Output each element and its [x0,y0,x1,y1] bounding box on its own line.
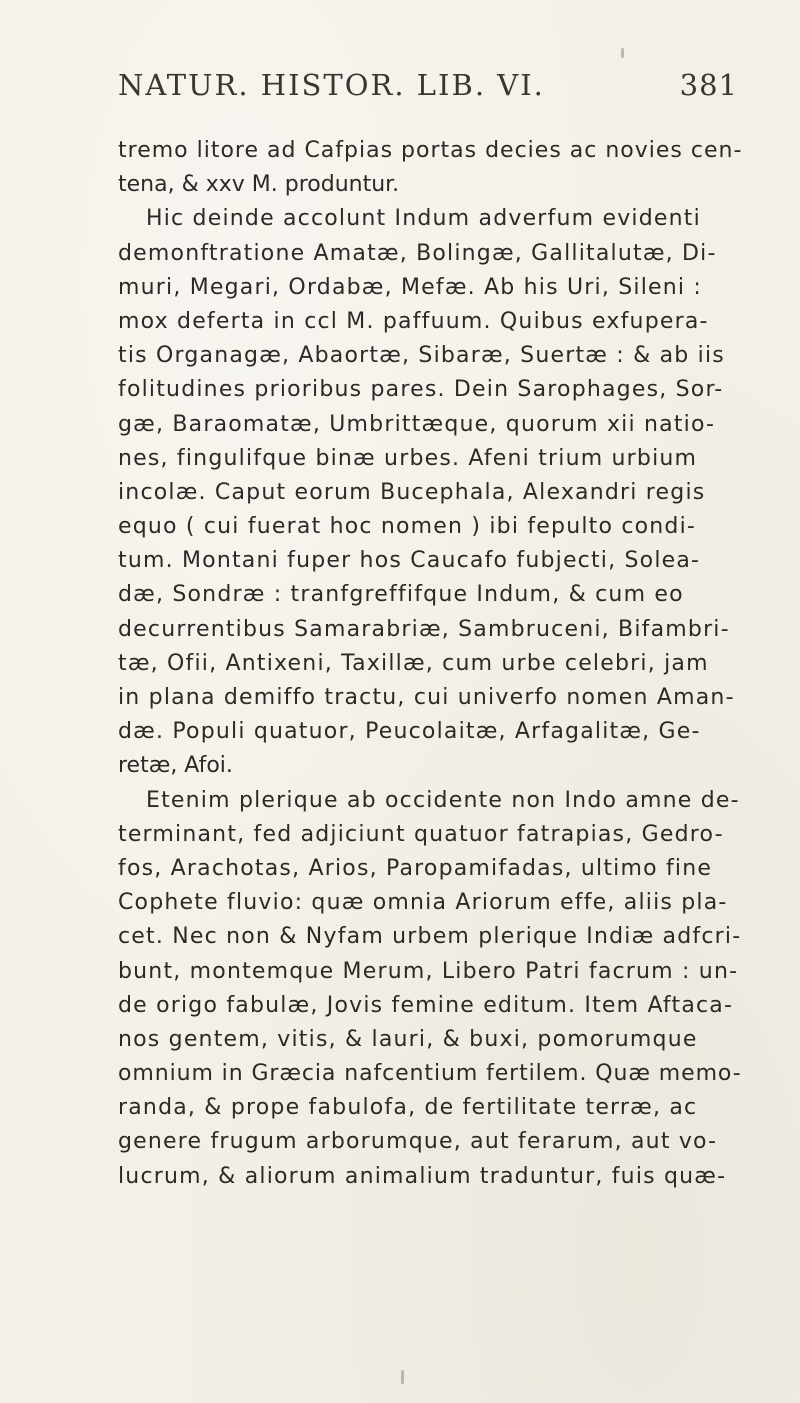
text-line: tena, & xxv M. produntur. [118,172,400,198]
text-line: de origo fabulæ, Jovis femine editum. Item Aftaca- [118,992,734,1018]
text-line: demonftratione Amatæ, Bolingæ, Gallitalutæ, Di- [118,240,717,266]
text-line: equo ( cui fuerat hoc nomen ) ibi fepulto condi- [118,514,697,540]
text-line: incolæ. Caput eorum Bucephala, Alexandri regis [118,479,706,505]
print-mark [401,1370,404,1384]
running-head-title: NATUR. HISTOR. LIB. VI. [118,68,545,102]
text-line: Cophete fluvio: quæ omnia Ariorum effe, aliis pla- [118,890,728,916]
body-text [118,134,742,1194]
text-line: Etenim plerique ab occidente non Indo amne de- [146,787,740,813]
text-line: bunt, montemque Merum, Libero Patri facrum : un- [118,958,739,984]
text-line: tis Organagæ, Abaortæ, Sibaræ, Suertæ : & ab iis [118,343,725,369]
text-line: lucrum, & aliorum animalium traduntur, fuis quæ- [118,1163,727,1189]
text-line: cet. Nec non & Nyfam urbem plerique Indiæ adfcri- [118,924,742,950]
text-line: genere frugum arborumque, aut ferarum, aut vo- [118,1129,718,1155]
text-line: randa, & prope fabulofa, de fertilitate terræ, ac [118,1095,698,1121]
text-line: fos, Arachotas, Arios, Paropamifadas, ultimo fine [118,855,713,881]
text-line: dæ, Sondræ : tranfgreffifque Indum, & cum eo [118,582,684,608]
text-line: decurrentibus Samarabriæ, Sambruceni, Bifambri- [118,616,730,642]
text-line: in plana demiffo tractu, cui univerfo nomen Aman- [118,685,735,710]
text-line: nes, fingulifque binæ urbes. Afeni trium urbium [118,445,698,471]
text-line: muri, Megari, Ordabæ, Mefæ. Ab his Uri, Sileni : [118,274,702,300]
page-number: 381 [679,68,738,102]
text-line: omnium in Græcia nafcentium fertilem. Quæ memo- [118,1061,742,1087]
text-line: nos gentem, vitis, & lauri, & buxi, pomorumque [118,1026,698,1052]
text-line: terminant, fed adjiciunt quatuor fatrapias, Gedro- [118,821,724,847]
text-line: dæ. Populi quatuor, Peucolaitæ, Arfagalitæ, Ge- [118,719,701,745]
text-line: gæ, Baraomatæ, Umbrittæque, quorum xii natio- [118,411,716,437]
text-line: tum. Montani fuper hos Caucafo fubjecti, Solea- [118,548,701,574]
text-line: mox deferta in ccl M. paffuum. Quibus exfupera- [118,308,709,334]
text-line: tremo litore ad Cafpias portas decies ac novies cen- [118,138,743,163]
running-head [118,68,738,108]
print-mark [621,48,624,58]
text-line: tæ, Ofii, Antixeni, Taxillæ, cum urbe celebri, jam [118,650,709,676]
text-line: retæ, Afoi. [118,753,233,779]
text-line: Hic deinde accolunt Indum adverfum evidenti [146,206,701,232]
text-line: folitudines prioribus pares. Dein Sarophages, Sor- [118,377,724,403]
